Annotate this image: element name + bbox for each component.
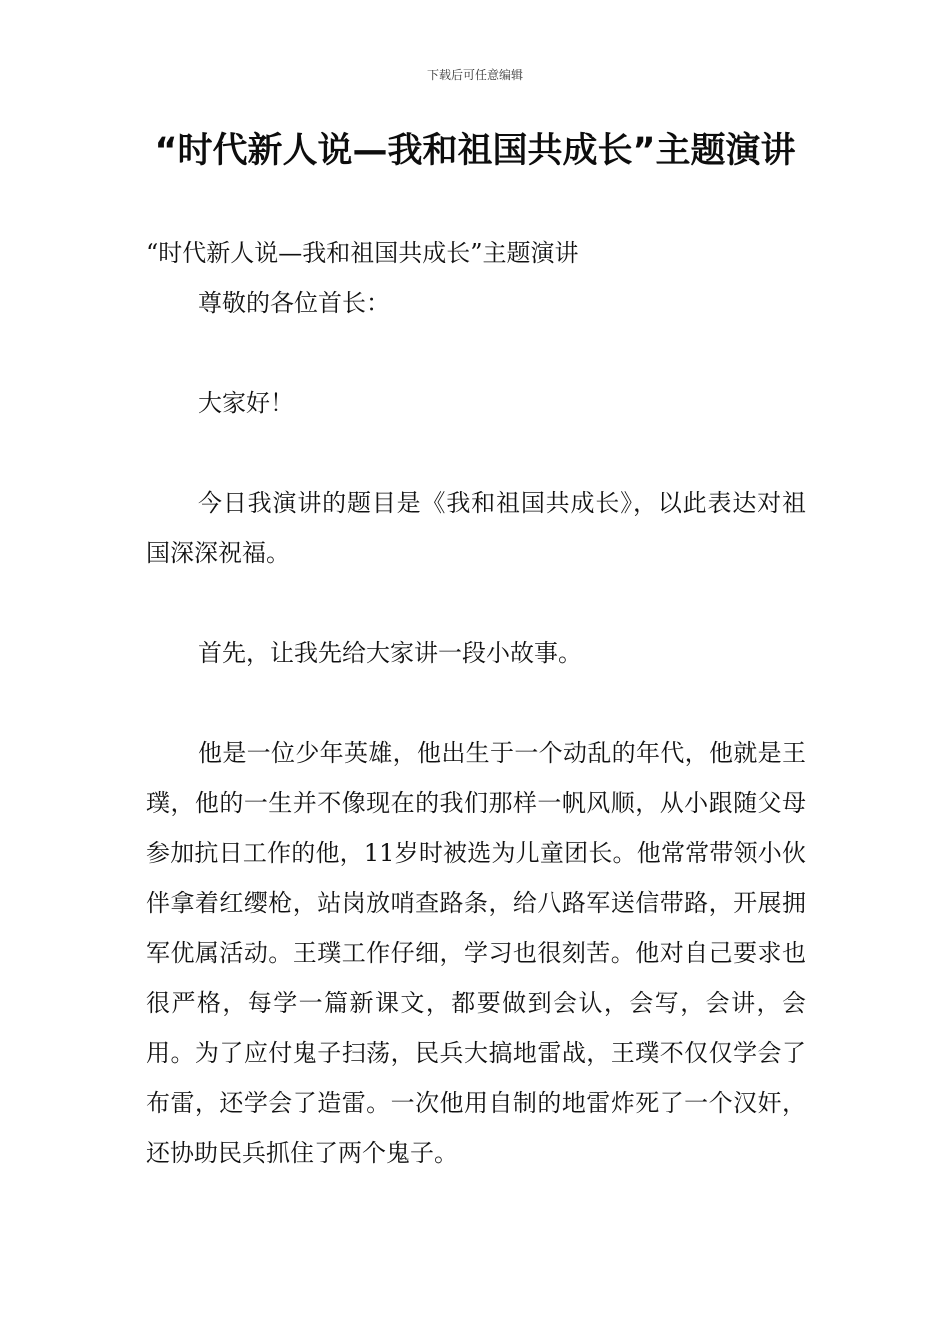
salutation: 尊敬的各位首长： [198,289,390,317]
document-body [146,228,806,1178]
paragraph-story: 他是一位少年英雄，他出生于一个动乱的年代，他就是王璞，他的一生并不像现在的我们那样一帆风顺，从小跟随父母参加抗日工作的他，11岁时被选为儿童团长。他常常带领小伙伴拿着红缨枪，站岗放哨查路条，给八路军送信带路，开展拥军优属活动。王璞工作仔细，学习也很刻苦。他对自己要求也很严格，每学一篇新课文，都要做到会认，会写，会讲，会用。为了应付鬼子扫荡，民兵大搞地雷战，王璞不仅仅学会了布雷，还学会了造雷。一次他用自制的地雷炸死了一个汉奸，还协助民兵抓住了两个鬼子。 [146,739,806,1167]
paragraph-topic: 今日我演讲的题目是《我和祖国共成长》，以此表达对祖国深深祝福。 [146,489,806,567]
page-header-note: 下载后可任意编辑 [426,68,523,82]
paragraph-story-intro: 首先，让我先给大家讲一段小故事。 [198,639,582,667]
document-subtitle: “时代新人说—我和祖国共成长”主题演讲 [146,239,579,267]
document-title: “时代新人说—我和祖国共成长”主题演讲 [154,131,796,171]
greeting: 大家好！ [198,389,294,417]
